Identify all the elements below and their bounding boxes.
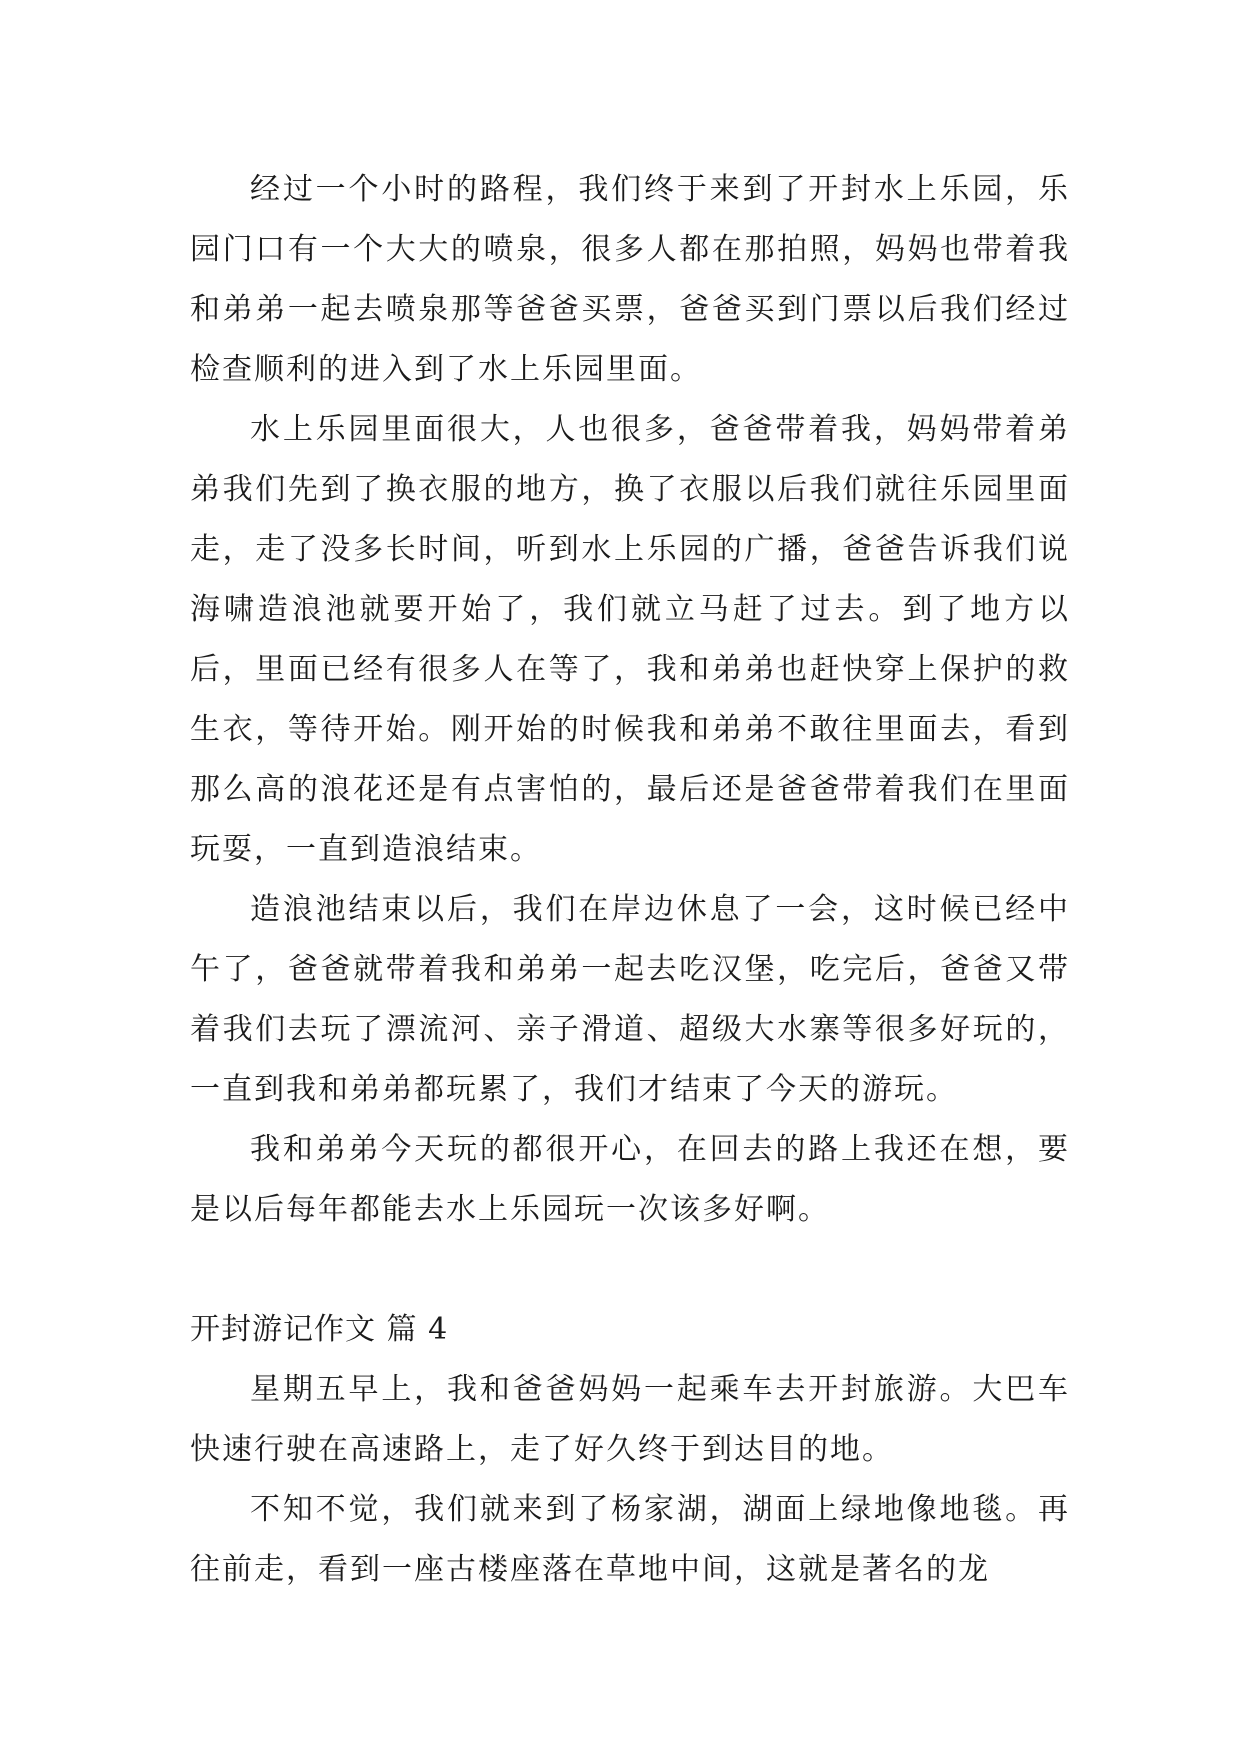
section-heading: 开封游记作文 篇 4 [190, 1312, 449, 1347]
paragraph: 不知不觉，我们就来到了杨家湖，湖面上绿地像地毯。再往前走，看到一座古楼座落在草地中间，这就是著名的龙 [190, 1492, 1070, 1587]
paragraph: 星期五早上，我和爸爸妈妈一起乘车去开封旅游。大巴车快速行驶在高速路上，走了好久终于到达目的地。 [190, 1372, 1070, 1467]
document-body [190, 160, 1070, 1600]
paragraph: 造浪池结束以后，我们在岸边休息了一会，这时候已经中午了，爸爸就带着我和弟弟一起去吃汉堡，吃完后，爸爸又带着我们去玩了漂流河、亲子滑道、超级大水寨等很多好玩的，一直到我和弟弟都玩累了，我们才结束了今天的游玩。 [190, 892, 1070, 1107]
paragraph: 经过一个小时的路程，我们终于来到了开封水上乐园，乐园门口有一个大大的喷泉，很多人都在那拍照，妈妈也带着我和弟弟一起去喷泉那等爸爸买票，爸爸买到门票以后我们经过检查顺利的进入到了水上乐园里面。 [190, 172, 1070, 387]
paragraph: 我和弟弟今天玩的都很开心，在回去的路上我还在想，要是以后每年都能去水上乐园玩一次该多好啊。 [190, 1132, 1070, 1227]
paragraph: 水上乐园里面很大，人也很多，爸爸带着我，妈妈带着弟弟我们先到了换衣服的地方，换了衣服以后我们就往乐园里面走，走了没多长时间，听到水上乐园的广播，爸爸告诉我们说海啸造浪池就要开始了，我们就立马赶了过去。到了地方以后，里面已经有很多人在等了，我和弟弟也赶快穿上保护的救生衣，等待开始。刚开始的时候我和弟弟不敢往里面去，看到那么高的浪花还是有点害怕的，最后还是爸爸带着我们在里面玩耍，一直到造浪结束。 [190, 412, 1070, 867]
